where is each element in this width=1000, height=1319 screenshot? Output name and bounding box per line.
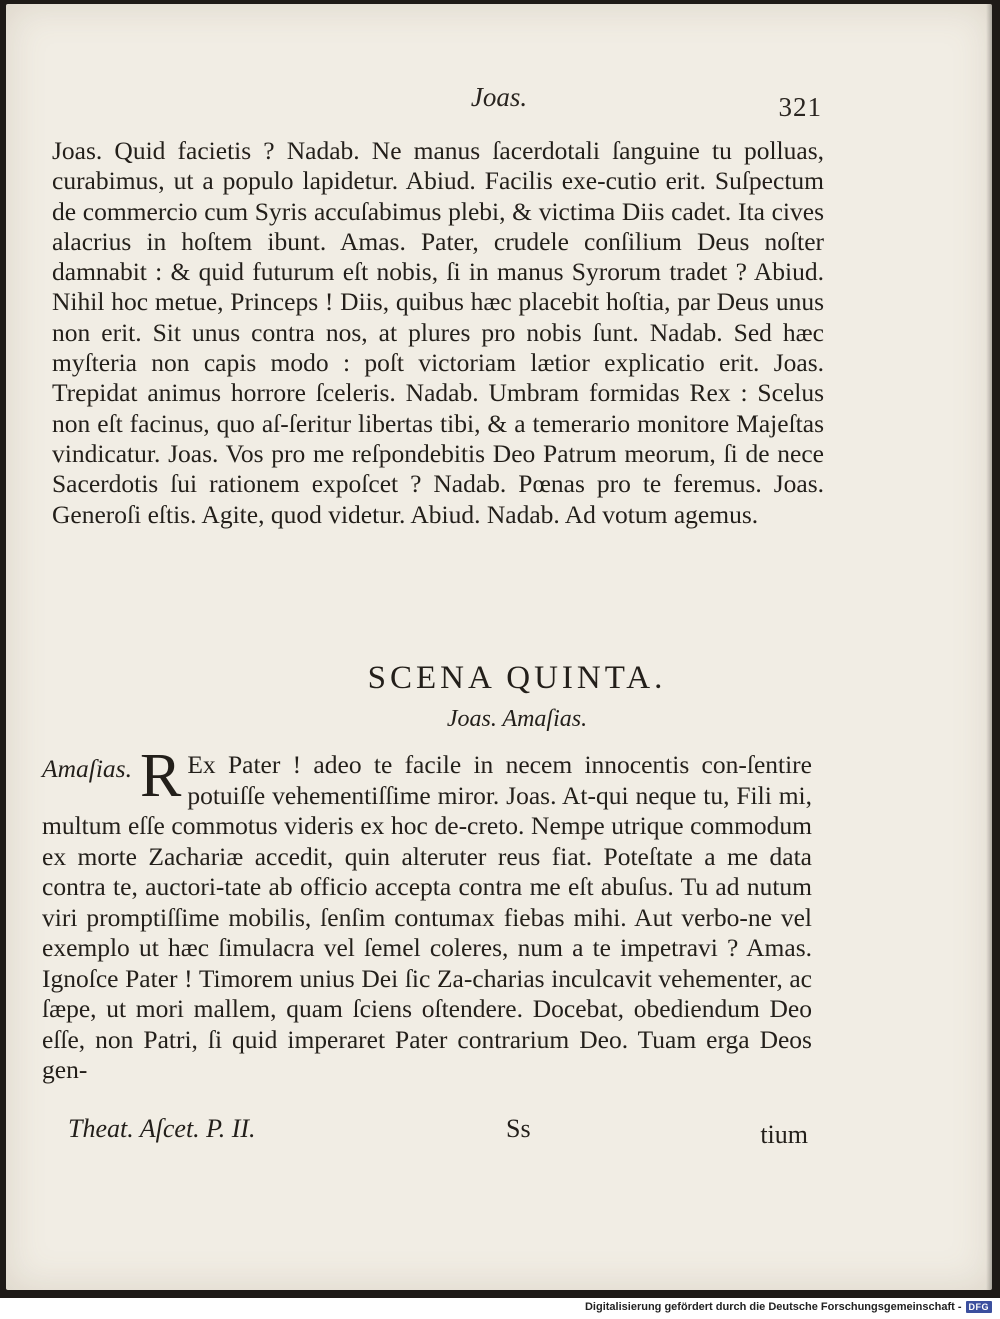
- scene-title: SCENA QUINTA.: [367, 660, 667, 696]
- funding-credit: [585, 1301, 992, 1313]
- page-number: 321: [778, 92, 822, 122]
- drop-cap: R: [139, 742, 182, 810]
- work-title: Theat. Aſcet. P. II.: [68, 1114, 256, 1143]
- page-edge-shadow: [986, 4, 992, 1290]
- credit-bar: [0, 1298, 1000, 1319]
- scene-five-text: [42, 742, 812, 1086]
- scene-five-paragraph: [42, 742, 812, 1086]
- scene-five-body: Ex Pater ! adeo te facile in necem innocentis con-ſentire potuiſſe vehementiſſime miror. Joas. At-qui neque tu, Fili mi, multum eſſe commotus videris ex hoc de-creto. Nempe utrique commodum ex morte Zachariæ accedit, quin alteruter reus fiat. Poteſtate a me data contra te, auctori-tate ab officio accepta contra me eſt abuſus. Tu ad nutum viri promptiſſime mobilis, ſenſim contumax fiebas mihi. Aut verbo-ne vel exemplo ut hæc ſimulacra vel ſemel coleres, num a te impetravi ? Amas. Ignoſce Pater ! Timorem unius Dei ſic Za-charias inculcavit vehementer, ac ſæpe, ut mori mallem, quam ſciens oſtendere. Docebat, obediendum Deo eſſe, non Patri, ſi quid imperaret Pater contrarium Deo. Tuam erga Deos gen-: [42, 750, 812, 1084]
- catchword: tium: [760, 1120, 808, 1149]
- running-head: Joas.: [470, 82, 528, 112]
- scene-persons: Joas. Amaſias.: [446, 706, 588, 732]
- speaker-name: Amaſias.: [42, 754, 132, 783]
- credit-text: Digitalisierung gefördert durch die Deutsche Forschungsgemeinschaft -: [584, 1301, 962, 1313]
- scene-four-paragraph: Joas. Quid facietis ? Nadab. Ne manus ſacerdotali ſanguine tu polluas, curabimus, ut a populo lapidetur. Abiud. Facilis exe-cutio erit. Suſpectum de commercio cum Syris accuſabimus plebi, & victima Diis cadet. Ita cives alacrius in hoſtem ibunt. Amas. Pater, crudele conſilium Deus noſter damnabit : & quid futurum eſt nobis, ſi in manus Syrorum tradet ? Abiud. Nihil hoc metue, Princeps ! Diis, quibus hæc placebit hoſtia, par Deus unus non erit. Sit unus contra nos, at plures pro nobis ſunt. Nadab. Sed hæc myſteria non capis modo : poſt victoriam lætior explicatio erit. Joas. Trepidat animus horrore ſceleris. Nadab. Umbram formidas Rex : Scelus non eſt facinus, quo aſ-ſeritur libertas tibi, & a temerario monitore Majeſtas vindicatur. Joas. Vos pro me reſpondebitis Deo Patrum meorum, ſi de nece Sacerdotis ſui rationem expoſcet ? Nadab. Pœnas pro te feremus. Joas. Generoſi eſtis. Agite, quod videtur. Abiud. Nadab. Ad votum agemus.: [52, 136, 824, 529]
- dfg-logo: DFG: [966, 1301, 993, 1313]
- signature-mark: Ss: [506, 1114, 531, 1143]
- book-page: [6, 4, 992, 1290]
- scene-four-text: [52, 136, 824, 530]
